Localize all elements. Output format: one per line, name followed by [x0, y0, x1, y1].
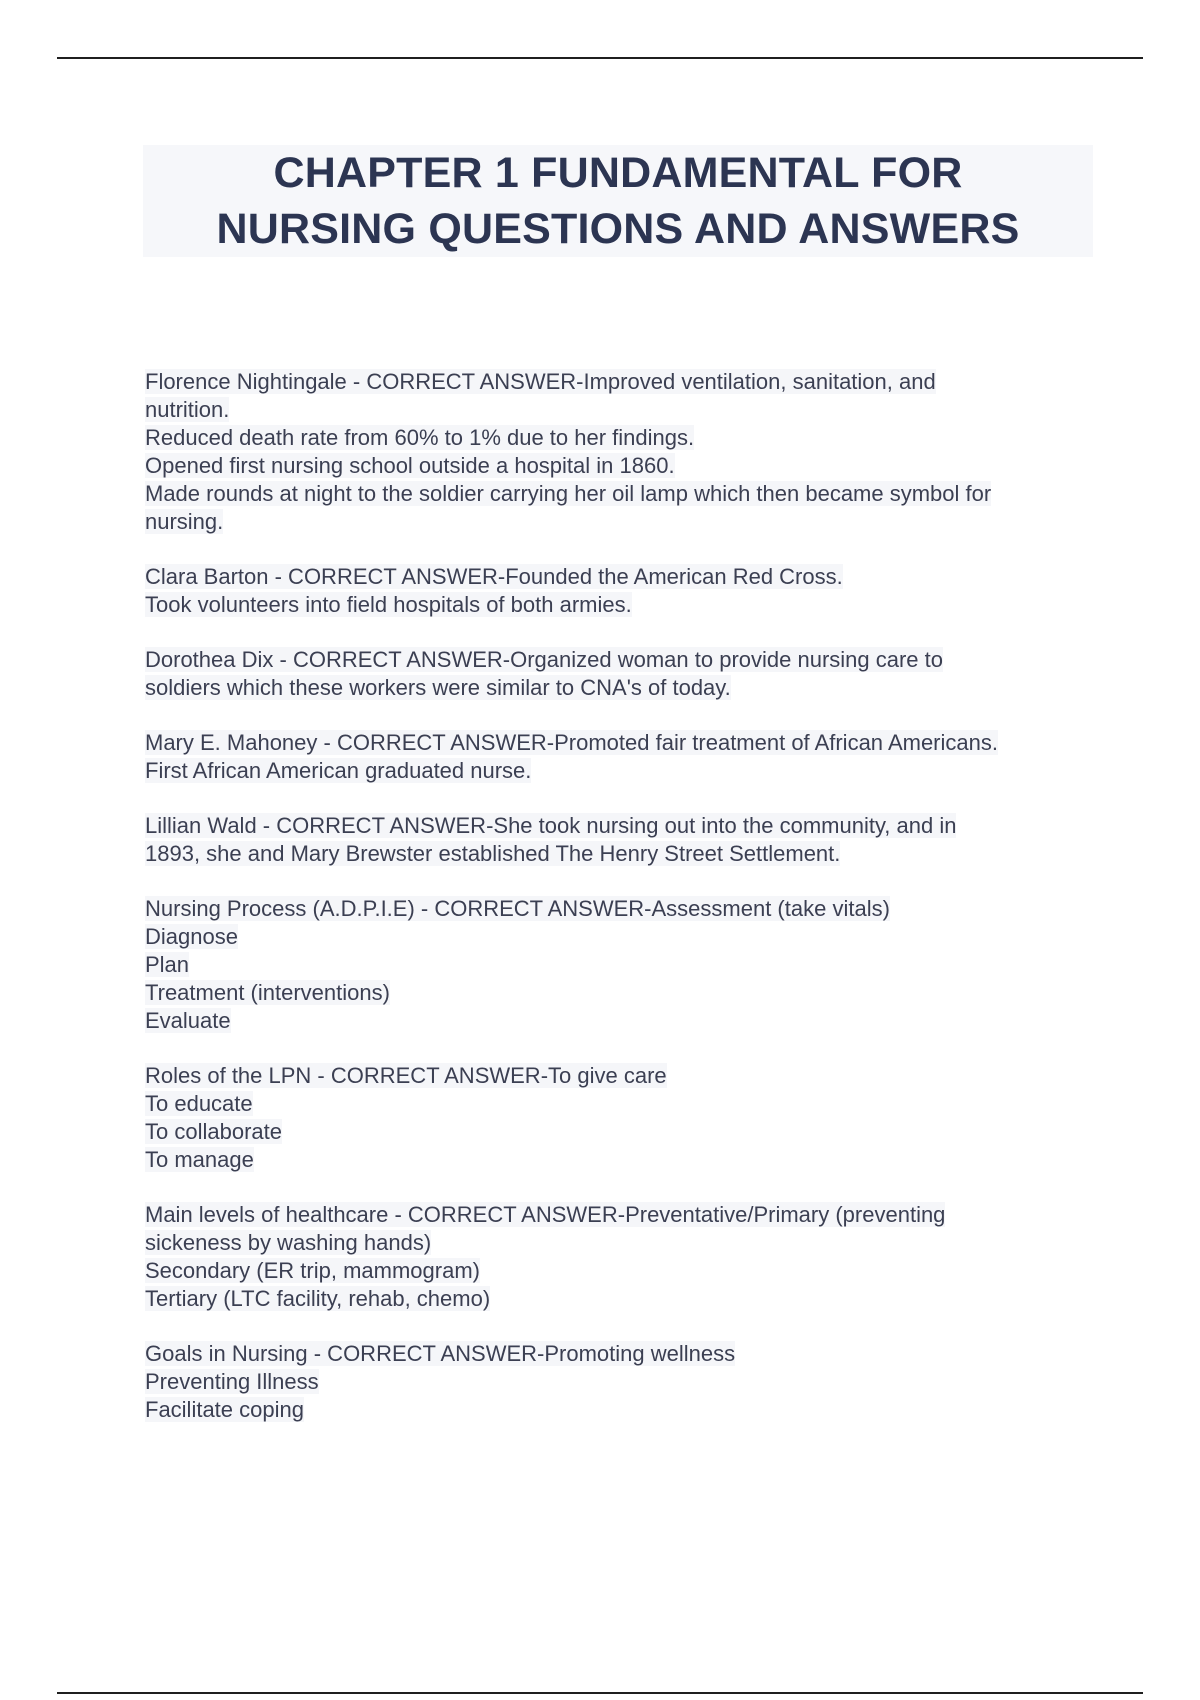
qa-answer-line — [145, 452, 1105, 480]
qa-line-text: Made rounds at night to the soldier carrying her oil lamp which then became symbol for — [145, 481, 992, 506]
qa-answer-line — [145, 1368, 1105, 1396]
qa-line-text: Treatment (interventions) — [145, 980, 390, 1005]
qa-line-text: Florence Nightingale - CORRECT ANSWER-Improved ventilation, sanitation, and — [145, 369, 936, 394]
qa-line-text: Main levels of healthcare - CORRECT ANSWER-Preventative/Primary (preventing — [145, 1202, 946, 1227]
qa-line-text: Plan — [145, 952, 190, 977]
qa-answer-line — [145, 480, 1105, 508]
qa-line-text: Reduced death rate from 60% to 1% due to her findings. — [145, 425, 695, 450]
qa-entry — [145, 1201, 1105, 1313]
qa-line-text: 1893, she and Mary Brewster established The Henry Street Settlement. — [145, 841, 841, 866]
qa-line-text: sickeness by washing hands) — [145, 1230, 432, 1255]
qa-answer-line — [145, 1146, 1105, 1174]
qa-answer-line — [145, 1090, 1105, 1118]
qa-answer-line — [145, 1007, 1105, 1035]
qa-answer-line — [145, 979, 1105, 1007]
qa-question-line — [145, 812, 1105, 840]
qa-answer-line — [145, 923, 1105, 951]
qa-entry — [145, 895, 1105, 1035]
qa-question-line — [145, 368, 1105, 396]
qa-answer-line — [145, 674, 1105, 702]
qa-entry — [145, 1340, 1105, 1424]
qa-line-text: nursing. — [145, 509, 224, 534]
qa-entry — [145, 368, 1105, 536]
qa-line-text: Diagnose — [145, 924, 238, 949]
qa-line-text: Mary E. Mahoney - CORRECT ANSWER-Promoted fair treatment of African Americans. — [145, 730, 998, 755]
qa-entry — [145, 1062, 1105, 1174]
qa-line-text: Preventing Illness — [145, 1369, 319, 1394]
qa-line-text: Tertiary (LTC facility, rehab, chemo) — [145, 1286, 491, 1311]
qa-answer-line — [145, 951, 1105, 979]
qa-entry — [145, 646, 1105, 702]
top-rule — [57, 57, 1143, 59]
qa-entry — [145, 563, 1105, 619]
qa-line-text: Evaluate — [145, 1008, 231, 1033]
qa-line-text: Goals in Nursing - CORRECT ANSWER-Promoting wellness — [145, 1341, 736, 1366]
title-line: CHAPTER 1 FUNDAMENTAL FOR — [273, 149, 963, 197]
qa-question-line — [145, 1062, 1105, 1090]
qa-line-text: To manage — [145, 1147, 254, 1172]
qa-line-text: Clara Barton - CORRECT ANSWER-Founded the American Red Cross. — [145, 564, 843, 589]
bottom-rule — [57, 1692, 1143, 1694]
qa-answer-line — [145, 424, 1105, 452]
qa-question-line — [145, 1340, 1105, 1368]
qa-line-text: Dorothea Dix - CORRECT ANSWER-Organized woman to provide nursing care to — [145, 647, 944, 672]
qa-line-text: Facilitate coping — [145, 1397, 304, 1422]
title-line: NURSING QUESTIONS AND ANSWERS — [216, 205, 1020, 253]
qa-line-text: Nursing Process (A.D.P.I.E) - CORRECT ANSWER-Assessment (take vitals) — [145, 896, 890, 921]
qa-entry — [145, 729, 1105, 785]
qa-line-text: Took volunteers into field hospitals of both armies. — [145, 592, 632, 617]
qa-answer-line — [145, 1396, 1105, 1424]
qa-line-text: Roles of the LPN - CORRECT ANSWER-To give care — [145, 1063, 667, 1088]
qa-answer-line — [145, 1118, 1105, 1146]
qa-line-text: nutrition. — [145, 397, 230, 422]
qa-line-text: soldiers which these workers were similar to CNA's of today. — [145, 675, 731, 700]
qa-answer-line — [145, 840, 1105, 868]
qa-question-line — [145, 729, 1105, 757]
qa-line-text: To educate — [145, 1091, 253, 1116]
qa-question-line — [145, 563, 1105, 591]
qa-answer-line — [145, 508, 1105, 536]
qa-answer-line — [145, 1257, 1105, 1285]
qa-line-text: To collaborate — [145, 1119, 282, 1144]
qa-answer-line — [145, 1285, 1105, 1313]
qa-line-text: Opened first nursing school outside a hospital in 1860. — [145, 453, 675, 478]
qa-answer-line — [145, 757, 1105, 785]
qa-answer-line — [145, 1229, 1105, 1257]
qa-question-line — [145, 1201, 1105, 1229]
qa-question-line — [145, 895, 1105, 923]
qa-line-text: Secondary (ER trip, mammogram) — [145, 1258, 480, 1283]
document-title — [143, 145, 1093, 257]
qa-line-text: First African American graduated nurse. — [145, 758, 532, 783]
qa-entry — [145, 812, 1105, 868]
qa-answer-line — [145, 591, 1105, 619]
qa-line-text: Lillian Wald - CORRECT ANSWER-She took nursing out into the community, and in — [145, 813, 957, 838]
qa-list — [145, 368, 1105, 1451]
qa-answer-line — [145, 396, 1105, 424]
qa-question-line — [145, 646, 1105, 674]
